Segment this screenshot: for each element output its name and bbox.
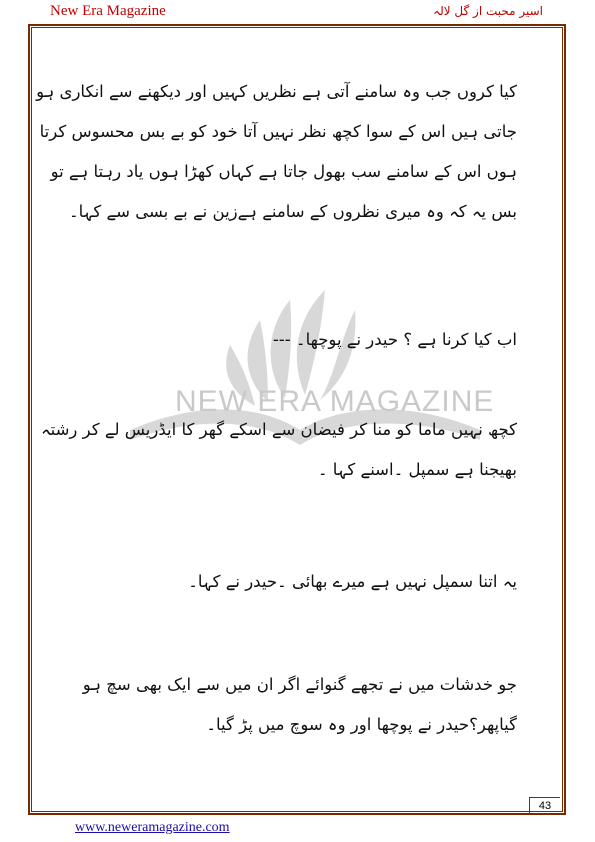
paragraph-4 bbox=[77, 562, 517, 602]
text-line: کچھ نہیں ماما کو منا کر فیضان سے اسکے گھر کا ایڈریس لے کر رشتہ bbox=[40, 420, 517, 439]
text-line: جاتی ہیں اس کے سوا کچھ نظر نہیں آتا خود کو بے بس محسوس کرتا bbox=[39, 122, 517, 141]
watermark-text: NEW ERA MAGAZINE bbox=[175, 385, 495, 418]
text-line: کیا کروں جب وہ سامنے آتی ہے نظریں کہیں اور دیکھنے سے انکاری ہو bbox=[36, 82, 517, 101]
paragraph-5 bbox=[77, 665, 517, 745]
text-line: بھیجنا ہے سمپل ۔اسنے کہا ۔ bbox=[317, 460, 517, 479]
page-number: 43 bbox=[529, 797, 560, 814]
text-line: ہوں اس کے سامنے سب بھول جاتا ہے کہاں کھڑا ہوں یاد رہتا ہے تو bbox=[50, 162, 517, 181]
text-line: گیاپھر؟حیدر نے پوچھا اور وہ سوچ میں پڑ گیا۔ bbox=[206, 715, 517, 734]
text-line: یہ اتنا سمپل نہیں ہے میرے بھائی ۔حیدر نے کہا۔ bbox=[188, 572, 517, 591]
header-magazine-title: New Era Magazine bbox=[50, 3, 166, 19]
paragraph-2 bbox=[77, 320, 517, 360]
text-line: جو خدشات میں نے تجھے گنوائے اگر ان میں سے ایک بھی سچ ہو bbox=[82, 675, 517, 694]
paragraph-3 bbox=[40, 410, 517, 490]
text-line: اب کیا کرنا ہے ؟ حیدر نے پوچھا۔ --- bbox=[272, 330, 517, 349]
paragraph-1 bbox=[36, 72, 517, 232]
footer-website-link[interactable]: www.neweramagazine.com bbox=[75, 820, 230, 835]
header-novel-title: اسیر محبت از گل لالہ bbox=[433, 4, 543, 18]
text-line: بس یہ کہ وہ میری نظروں کے سامنے ہےزین نے بے بسی سے کہا۔ bbox=[69, 202, 517, 221]
